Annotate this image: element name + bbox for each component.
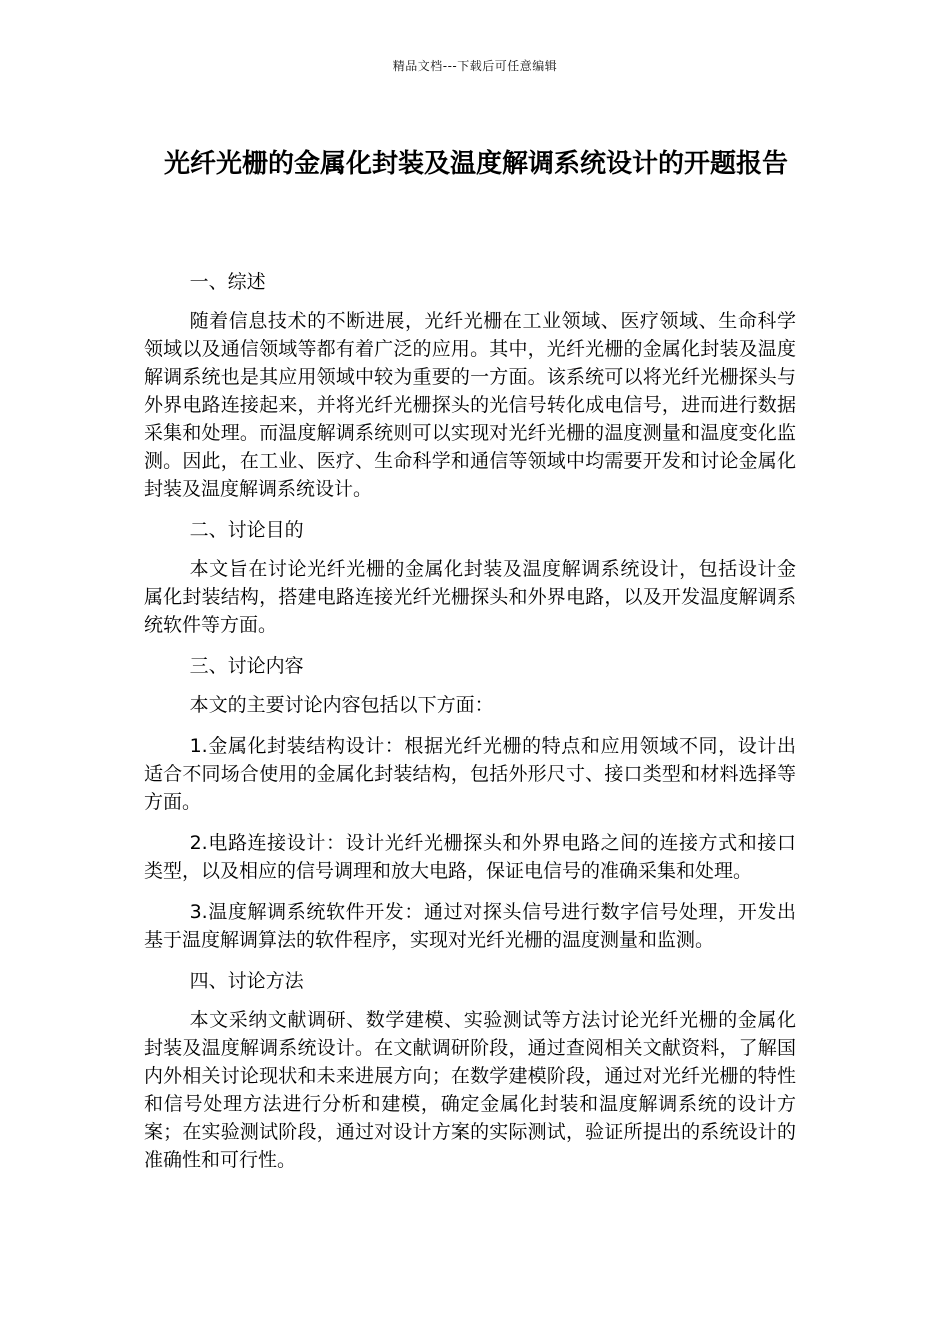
section-heading-overview: 一、综述 — [189, 271, 266, 293]
section-heading-content: 三、讨论内容 — [189, 655, 304, 677]
section-heading-method: 四、讨论方法 — [189, 970, 304, 992]
header-note: 精品文档---下载后可任意编辑 — [392, 59, 558, 73]
paragraph-content-intro: 本文的主要讨论内容包括以下方面： — [189, 694, 494, 716]
paragraph-content-item-3: 3.温度解调系统软件开发：通过对探头信号进行数字信号处理，开发出基于温度解调算法的软件程序，实现对光纤光栅的温度测量和监测。 — [144, 901, 796, 951]
document-title: 光纤光栅的金属化封装及温度解调系统设计的开题报告 — [163, 149, 788, 179]
document-body — [144, 268, 796, 1187]
paragraph-purpose: 本文旨在讨论光纤光栅的金属化封装及温度解调系统设计，包括设计金属化封装结构，搭建电路连接光纤光栅探头和外界电路，以及开发温度解调系统软件等方面。 — [144, 558, 796, 636]
paragraph-overview: 随着信息技术的不断进展，光纤光栅在工业领域、医疗领域、生命科学领域以及通信领域等都有着广泛的应用。其中，光纤光栅的金属化封装及温度解调系统也是其应用领域中较为重要的一方面。该系统可以将光纤光栅探头与外界电路连接起来，并将光纤光栅探头的光信号转化成电信号，进而进行数据采集和处理。而温度解调系统则可以实现对光纤光栅的温度测量和温度变化监测。因此，在工业、医疗、生命科学和通信等领域中均需要开发和讨论金属化封装及温度解调系统设计。 — [144, 310, 796, 500]
paragraph-content-item-1: 1.金属化封装结构设计：根据光纤光栅的特点和应用领域不同，设计出适合不同场合使用的金属化封装结构，包括外形尺寸、接口类型和材料选择等方面。 — [144, 735, 796, 813]
section-heading-purpose: 二、讨论目的 — [189, 519, 304, 541]
paragraph-content-item-2: 2.电路连接设计：设计光纤光栅探头和外界电路之间的连接方式和接口类型，以及相应的信号调理和放大电路，保证电信号的准确采集和处理。 — [144, 832, 796, 882]
paragraph-method: 本文采纳文献调研、数学建模、实验测试等方法讨论光纤光栅的金属化封装及温度解调系统设计。在文献调研阶段，通过查阅相关文献资料，了解国内外相关讨论现状和未来进展方向；在数学建模阶段，通过对光纤光栅的特性和信号处理方法进行分析和建模，确定金属化封装和温度解调系统的设计方案；在实验测试阶段，通过对设计方案的实际测试，验证所提出的系统设计的准确性和可行性。 — [144, 1009, 796, 1171]
